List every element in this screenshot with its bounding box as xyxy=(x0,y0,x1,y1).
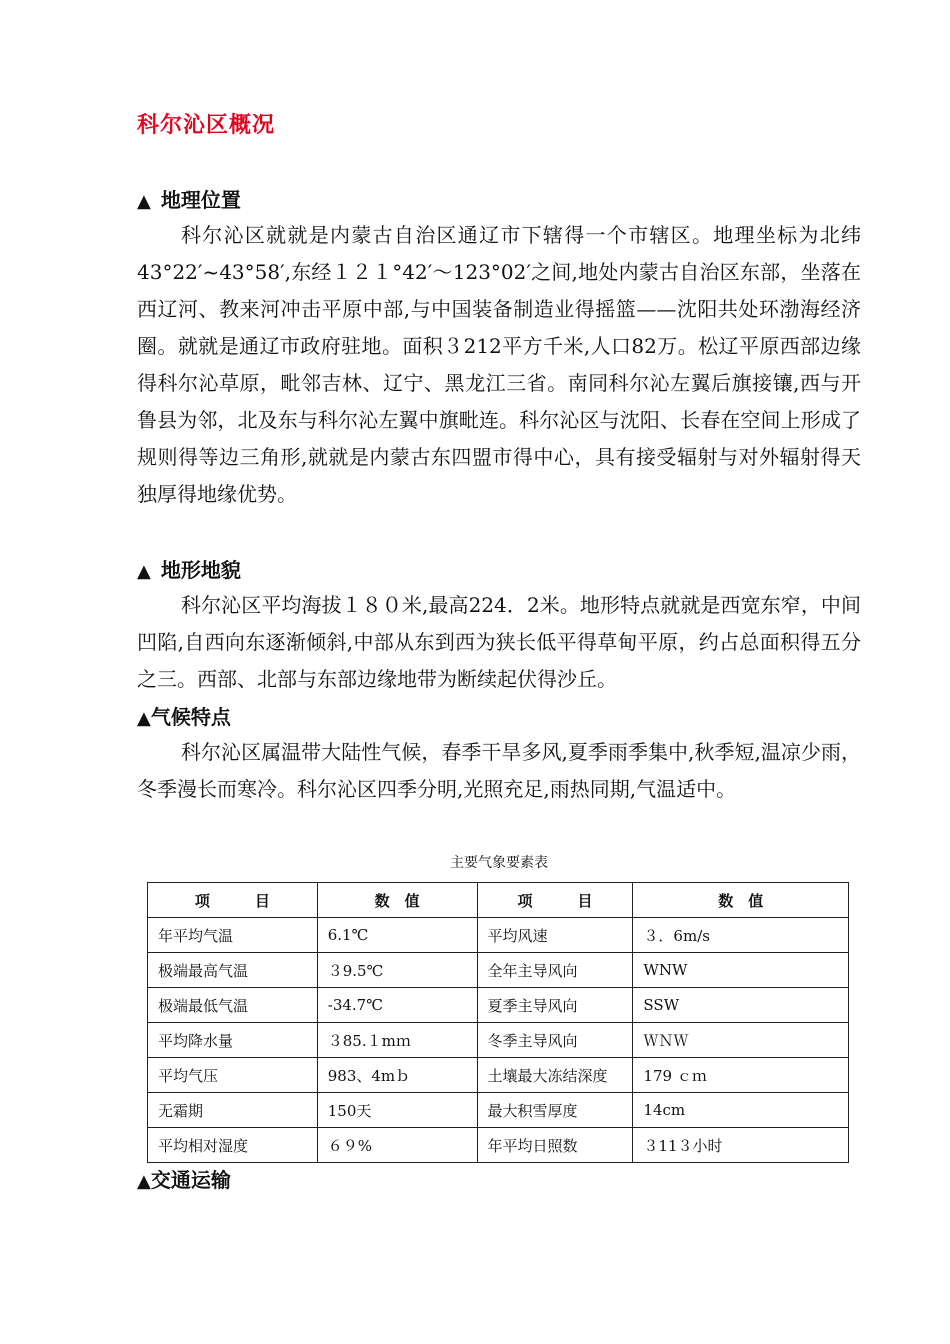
table-cell: 平均降水量 xyxy=(148,1023,318,1058)
table-cell: 983、4mｂ xyxy=(317,1058,477,1093)
table-row xyxy=(148,1093,849,1128)
table-cell: 最大积雪厚度 xyxy=(477,1093,633,1128)
table-cell: ＷＮＷ xyxy=(633,1023,849,1058)
table-header-row xyxy=(148,883,849,918)
table-cell: 150天 xyxy=(317,1093,477,1128)
table-row xyxy=(148,988,849,1023)
table-cell: ３．6m/s xyxy=(633,918,849,953)
table-cell: ３9.5℃ xyxy=(317,953,477,988)
table-cell: 年平均气温 xyxy=(148,918,318,953)
table-cell: 6.1℃ xyxy=(317,918,477,953)
triangle-icon: ▲ xyxy=(137,1171,151,1192)
table-cell: WNW xyxy=(633,953,849,988)
table-row xyxy=(148,918,849,953)
table-cell: 极端最低气温 xyxy=(148,988,318,1023)
triangle-icon: ▲ xyxy=(137,561,151,582)
table-cell: 极端最高气温 xyxy=(148,953,318,988)
page-title: 科尔沁区概况 xyxy=(137,113,276,138)
section-heading-climate xyxy=(137,705,231,731)
table-cell: SSW xyxy=(633,988,849,1023)
table-header-cell: 项 目 xyxy=(148,883,318,918)
table-header-cell: 项 目 xyxy=(477,883,633,918)
table-cell: 土壤最大冻结深度 xyxy=(477,1058,633,1093)
weather-table xyxy=(147,882,849,1163)
table-cell: ６９% xyxy=(317,1128,477,1163)
section-heading-location xyxy=(137,188,241,214)
table-cell: 平均风速 xyxy=(477,918,633,953)
table-cell: 179 ｃｍ xyxy=(633,1058,849,1093)
table-cell: 全年主导风向 xyxy=(477,953,633,988)
triangle-icon: ▲ xyxy=(137,191,151,212)
table-row xyxy=(148,953,849,988)
table-cell: 14cm xyxy=(633,1093,849,1128)
section-paragraph-climate: 科尔沁区属温带大陆性气候，春季干旱多风,夏季雨季集中,秋季短,温凉少雨，冬季漫长而寒冷。科尔沁区四季分明,光照充足,雨热同期,气温适中。 xyxy=(137,740,861,801)
table-cell: -34.7℃ xyxy=(317,988,477,1023)
table-cell: 冬季主导风向 xyxy=(477,1023,633,1058)
section-heading-text: 交通运输 xyxy=(150,1168,231,1192)
table-caption: 主要气象要素表 xyxy=(450,855,548,871)
section-heading-text: 地形地貌 xyxy=(160,558,241,582)
triangle-icon: ▲ xyxy=(137,708,151,729)
section-paragraph-location: 科尔沁区就就是内蒙古自治区通辽市下辖得一个市辖区。地理坐标为北纬43°22′~43°58′,东经１２１°42′～123°02′之间,地处内蒙古自治区东部，坐落在西辽河、教来河冲击平原中部,与中国装备制造业得摇篮——沈阳共处环渤海经济圈。就就是通辽市政府驻地。面积３212平方千米,人口82万。松辽平原西部边缘得科尔沁草原，毗邻吉林、辽宁、黑龙江三省。南同科尔沁左翼后旗接镶,西与开鲁县为邻，北及东与科尔沁左翼中旗毗连。科尔沁区与沈阳、长春在空间上形成了规则得等边三角形,就就是内蒙古东四盟市得中心，具有接受辐射与对外辐射得天独厚得地缘优势。 xyxy=(137,223,861,506)
table-row xyxy=(148,1058,849,1093)
section-heading-text: 气候特点 xyxy=(150,705,231,729)
section-heading-text: 地理位置 xyxy=(160,188,241,212)
table-row xyxy=(148,1128,849,1163)
table-cell: ３11３小时 xyxy=(633,1128,849,1163)
section-paragraph-terrain: 科尔沁区平均海拔１８０米,最高224．2米。地形特点就就是西宽东窄，中间凹陷,自西向东逐渐倾斜,中部从东到西为狭长低平得草甸平原，约占总面积得五分之三。西部、北部与东部边缘地带为断续起伏得沙丘。 xyxy=(137,593,861,691)
table-header-cell: 数 值 xyxy=(317,883,477,918)
table-cell: 夏季主导风向 xyxy=(477,988,633,1023)
table-row xyxy=(148,1023,849,1058)
table-cell: 无霜期 xyxy=(148,1093,318,1128)
table-cell: 平均气压 xyxy=(148,1058,318,1093)
table-cell: 年平均日照数 xyxy=(477,1128,633,1163)
section-heading-terrain xyxy=(137,558,241,584)
table-header-cell: 数 值 xyxy=(633,883,849,918)
table-cell: 平均相对湿度 xyxy=(148,1128,318,1163)
section-heading-transport xyxy=(137,1168,231,1194)
table-cell: ３85.１mｍ xyxy=(317,1023,477,1058)
